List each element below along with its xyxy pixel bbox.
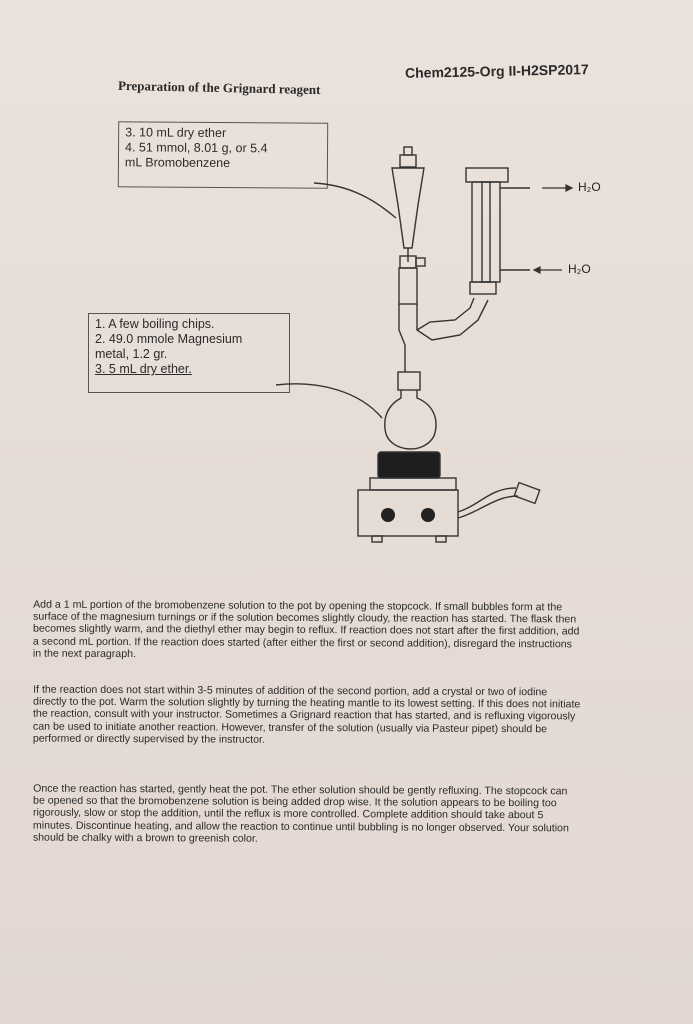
pointer-line-flask xyxy=(276,384,382,418)
water-in-label: H₂O xyxy=(568,262,591,276)
box-line: 1. A few boiling chips. xyxy=(95,317,215,331)
instruction-paragraph: Add a 1 mL portion of the bromobenzene solution to the pot by opening the stopcock. If small bubbles form at the surface of the magnesium turnings or if the solution becomes slightly cloudy, the reaction has started. The flask then becomes slightly warm, and the diethyl ether may begin to reflux. If reaction does not start after the first addition, add a second mL portion. If the reaction does started (after either the first or second addition), disregard the instructions in the next paragraph. xyxy=(32,598,580,660)
box-line: 3. 5 mL dry ether. xyxy=(95,362,192,376)
reflux-condenser xyxy=(466,168,530,294)
instruction-paragraph: If the reaction does not start within 3-5 minutes of addition of the second portion, add a crystal or two of iodine directly to the pot. Warm the solution slightly by turning the heating mantle to its lowest setting. If this does not initiate the reaction, consult with your instructor. Sometimes a Grignard reaction that has started, and is refluxing vigorously can be used to initiate another reaction. However, transfer of the solution (usually via Pasteur pipet) should be performed or directly supervised by the instructor. xyxy=(32,683,581,746)
knob-icon xyxy=(421,508,435,522)
water-out-label: H₂O xyxy=(578,180,601,194)
box-line: 2. 49.0 mmole Magnesium xyxy=(95,332,243,346)
box-line: metal, 1.2 gr. xyxy=(95,347,168,361)
box-line: 3. 10 mL dry ether xyxy=(125,125,227,141)
box-line: mL Bromobenzene xyxy=(124,155,231,171)
arrow-right-icon xyxy=(566,185,572,191)
instruction-paragraph: Once the reaction has started, gently heat the pot. The ether solution should be gently refluxing. The stopcock can be opened so that the bromobenzene solution is being added drop wise. It the solution appears to be boiling too rigorously, slow or stop the addition, until the reflux is more controlled. Complete addition should take about 5 minutes. Discontinue heating, and allow the reaction to continue until bubbling is no longer observed. Your solution should be chalky with a brown to greenish color. xyxy=(32,782,569,845)
claisen-adapter xyxy=(398,268,488,390)
box-line: 4. 51 mmol, 8.01 g, or 5.4 xyxy=(125,140,268,156)
course-header: Chem2125-Org II-H2SP2017 xyxy=(404,61,589,81)
addition-funnel xyxy=(392,147,425,268)
knob-icon xyxy=(381,508,395,522)
arrow-left-icon xyxy=(534,267,540,273)
page-title: Preparation of the Grignard reagent xyxy=(117,77,321,98)
pointer-line-funnel xyxy=(314,183,396,218)
round-bottom-flask xyxy=(385,390,436,449)
heating-mantle xyxy=(358,452,540,542)
